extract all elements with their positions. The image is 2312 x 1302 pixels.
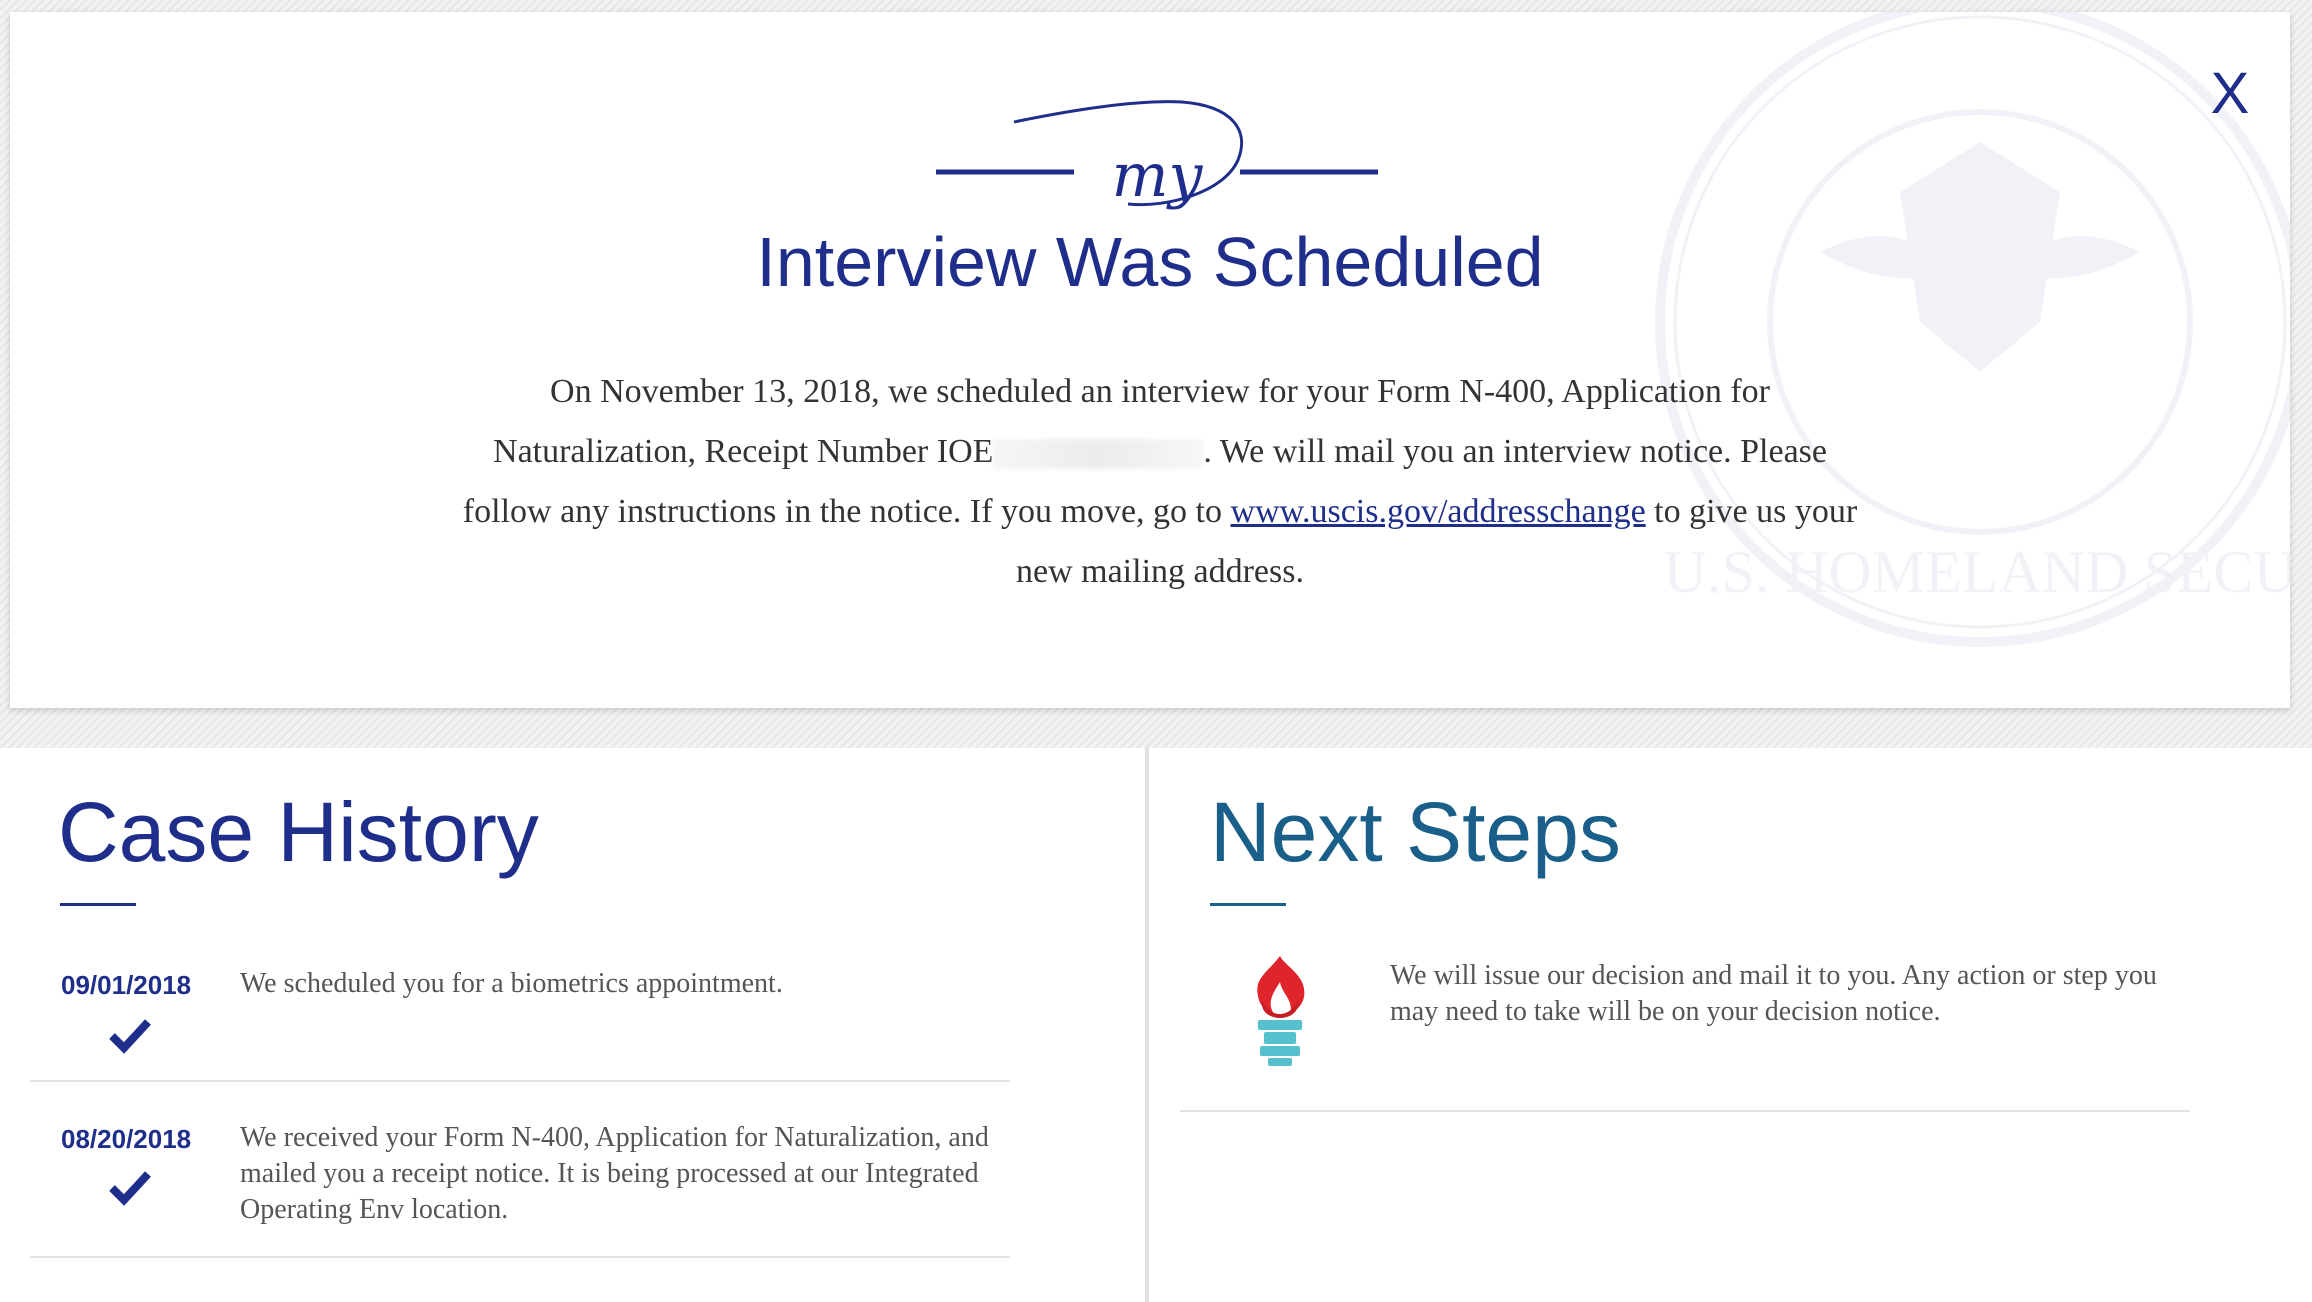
my-uscis-logo [932, 100, 1382, 230]
case-history-underline [60, 903, 136, 906]
logo-text: my [1111, 141, 1203, 211]
close-button[interactable]: X [2210, 61, 2250, 126]
status-text-part2: . We will mail you an interview notice. Please follow any instructions in the notice. If you move, go to [462, 433, 1827, 530]
seal-text: U.S. HOMELAND SECU [1663, 539, 2297, 605]
history-date: 09/01/2018 [61, 970, 192, 1000]
next-steps-text: We will issue our decision and mail it to you. Any action or step you may need to take will be on your decision notice. [1390, 960, 2157, 1027]
history-item [30, 958, 1010, 1082]
next-steps-underline [1210, 903, 1286, 906]
address-change-link[interactable]: www.uscis.gov/addresschange [1230, 493, 1646, 530]
case-details-panel [0, 748, 2312, 1302]
case-history-title: Case History [58, 785, 539, 879]
status-text-part3: to give us your new mailing address. [1016, 493, 1858, 590]
case-status-card [10, 12, 2297, 708]
history-text: We scheduled you for a biometrics appointment. [240, 968, 783, 999]
history-date: 08/20/2018 [61, 1124, 192, 1154]
checkmark-icon [108, 1170, 152, 1206]
status-title: Interview Was Scheduled [756, 223, 1544, 301]
redacted-receipt-number [993, 439, 1203, 469]
column-divider [1145, 748, 1149, 1302]
status-description [450, 362, 1870, 602]
next-steps-title: Next Steps [1210, 785, 1621, 879]
next-steps-divider [1180, 1110, 2190, 1112]
torch-icon [1240, 952, 1320, 1068]
checkmark-icon [108, 1018, 152, 1054]
history-item [30, 1112, 1010, 1258]
status-text-part1: On November 13, 2018, we scheduled an interview for your Form N-400, Application for Naturalization, Receipt Number IOE [493, 373, 1770, 470]
history-text: We received your Form N-400, Application for Naturalization, and mailed you a receipt notice. It is being processed at our Integrated Operating Env location. [240, 1122, 989, 1225]
